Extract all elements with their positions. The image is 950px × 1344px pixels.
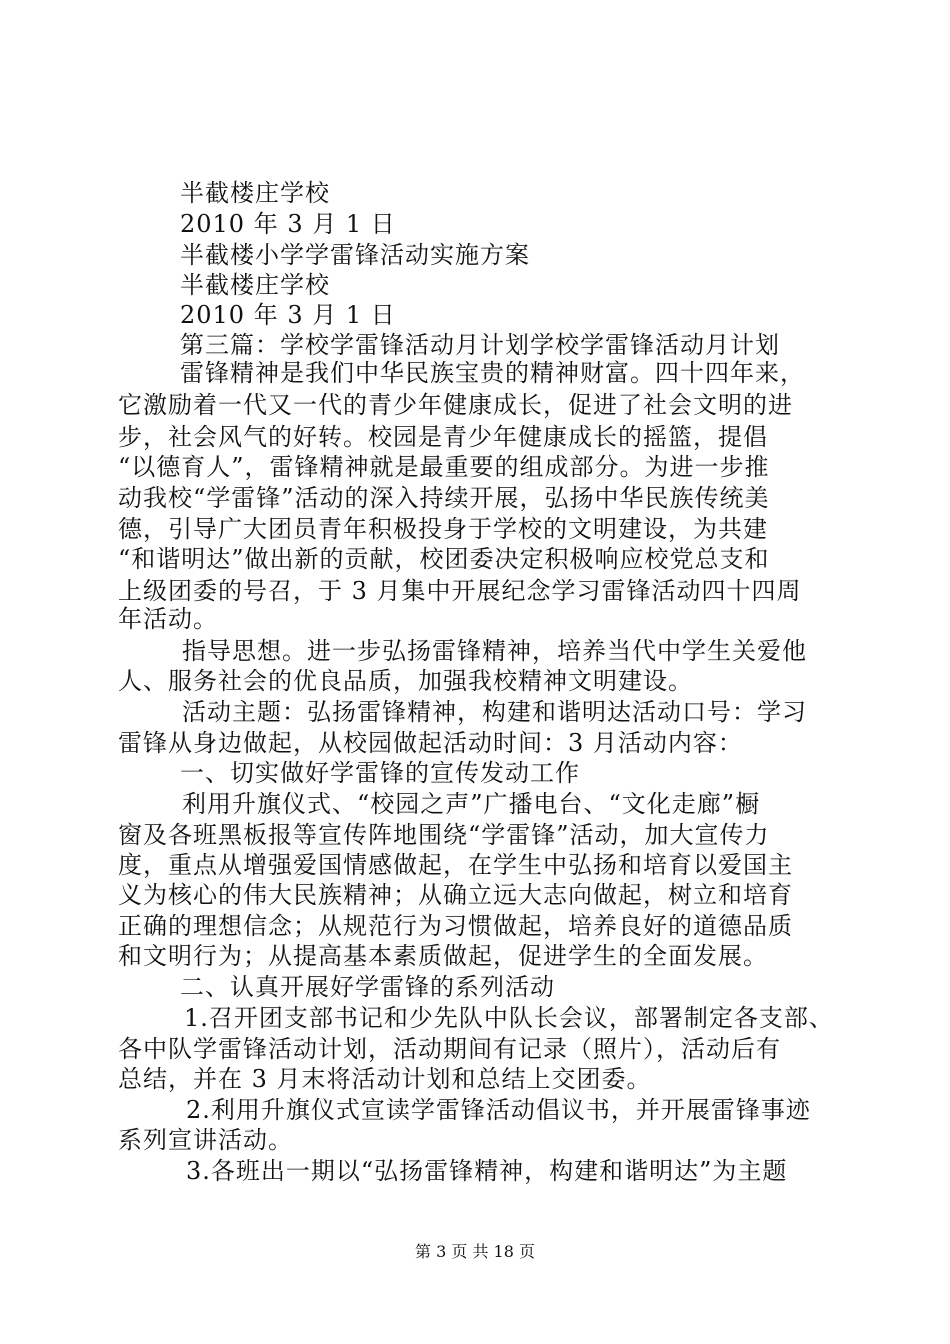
doc-line: 上级团委的号召，于 3 月集中开展纪念学习雷锋活动四十四周 — [118, 577, 802, 605]
doc-line: 窗及各班黑板报等宣传阵地围绕“学雷锋”活动，加大宣传力 — [118, 821, 770, 849]
doc-line: 一、切实做好学雷锋的宣传发动工作 — [180, 759, 580, 787]
doc-line: 和文明行为；从提高基本素质做起，促进学生的全面发展。 — [118, 942, 768, 970]
doc-line: 指导思想。进一步弘扬雷锋精神，培养当代中学生关爱他 — [182, 637, 807, 665]
page-footer: 第 3 页 共 18 页 — [415, 1242, 535, 1261]
doc-line: 总结，并在 3 月末将活动计划和总结上交团委。 — [118, 1065, 652, 1093]
doc-line: 人、服务社会的优良品质，加强我校精神文明建设。 — [118, 667, 693, 695]
doc-line: 步，社会风气的好转。校园是青少年健康成长的摇篮，提倡 — [118, 423, 768, 451]
doc-line: 系列宣讲活动。 — [118, 1126, 293, 1154]
doc-line: 利用升旗仪式、“校园之声”广播电台、“文化走廊”橱 — [182, 790, 761, 818]
doc-line: 德，引导广大团员青年积极投身于学校的文明建设，为共建 — [118, 515, 768, 543]
doc-line: 度，重点从增强爱国情感做起，在学生中弘扬和培育以爱国主 — [118, 851, 793, 879]
doc-line: 正确的理想信念；从规范行为习惯做起，培养良好的道德品质 — [118, 912, 793, 940]
doc-line: “和谐明达”做出新的贡献，校团委决定积极响应校党总支和 — [118, 545, 770, 573]
doc-line: 各中队学雷锋活动计划，活动期间有记录（照片），活动后有 — [118, 1035, 781, 1063]
doc-line: 年活动。 — [118, 605, 218, 633]
doc-line: 它激励着一代又一代的青少年健康成长，促进了社会文明的进 — [118, 391, 793, 419]
doc-line: 动我校“学雷锋”活动的深入持续开展，弘扬中华民族传统美 — [118, 484, 770, 512]
doc-line: 2010 年 3 月 1 日 — [180, 210, 396, 238]
doc-line: 雷锋精神是我们中华民族宝贵的精神财富。四十四年来， — [180, 359, 805, 387]
doc-line: 雷锋从身边做起，从校园做起活动时间：3 月活动内容： — [118, 729, 743, 757]
doc-line: 2010 年 3 月 1 日 — [180, 301, 396, 329]
doc-line: 第三篇：学校学雷锋活动月计划学校学雷锋活动月计划 — [180, 331, 780, 359]
doc-line: 活动主题：弘扬雷锋精神，构建和谐明达活动口号：学习 — [182, 698, 807, 726]
doc-line: 1.召开团支部书记和少先队中队长会议，部署制定各支部、 — [184, 1004, 834, 1032]
doc-line: 二、认真开展好学雷锋的系列活动 — [180, 973, 555, 1001]
doc-line: 半截楼庄学校 — [180, 271, 330, 299]
doc-line: 3.各班出一期以“弘扬雷锋精神，构建和谐明达”为主题 — [186, 1157, 788, 1185]
doc-line: 2.利用升旗仪式宣读学雷锋活动倡议书，并开展雷锋事迹 — [186, 1096, 811, 1124]
doc-line: “以德育人”，雷锋精神就是最重要的组成部分。为进一步推 — [118, 453, 770, 481]
doc-line: 半截楼小学学雷锋活动实施方案 — [180, 241, 530, 269]
doc-line: 半截楼庄学校 — [180, 179, 330, 207]
doc-line: 义为核心的伟大民族精神；从确立远大志向做起，树立和培育 — [118, 881, 793, 909]
